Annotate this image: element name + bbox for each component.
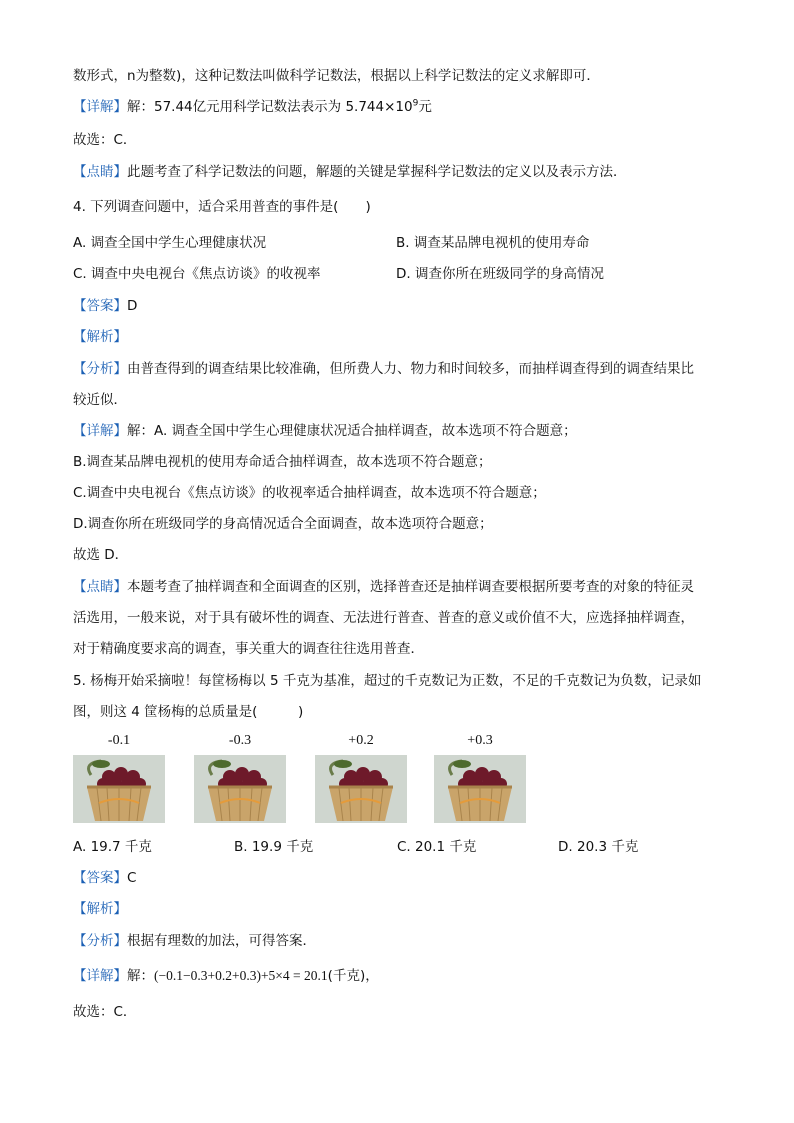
q4-detail-d: D.调查你所在班级同学的身高情况适合全面调查，故本选项符合题意；	[73, 516, 493, 532]
q5-formula: (−0.1−0.3+0.2+0.3)+5×4 = 20.1	[154, 968, 328, 983]
basket-1	[73, 733, 165, 823]
basket-label: +0.2	[348, 733, 374, 748]
basket-4	[434, 733, 526, 823]
choose-line: 故选：C．	[73, 132, 137, 148]
q5-option-d: D. 20.3 千克	[558, 839, 639, 855]
basket-label: -0.3	[228, 733, 252, 748]
question-5-stem-1: 5. 杨梅开始采摘啦！每筐杨梅以 5 千克为基准，超过的千克数记为正数，不足的千克数记为负数，记录如	[73, 673, 702, 689]
basket-image	[73, 755, 165, 823]
q5-analysis-tag: 【解析】	[73, 901, 127, 917]
q4-dianjing-2: 活选用，一般来说，对于具有破坏性的调查、无法进行普查、普查的意义或价值不大，应选择抽样调查，	[73, 610, 694, 626]
detail-line: 【详解】解：57.44亿元用科学记数法表示为 $5.744\times 10^9$元	[73, 98, 432, 115]
q5-detail: 【详解】解：(−0.1−0.3+0.2+0.3)+5×4 = 20.1(千克)，	[73, 968, 379, 984]
basket-label: -0.1	[107, 733, 131, 748]
q5-option-c: C. 20.1 千克	[397, 839, 477, 855]
q4-fenxi: 【分析】由普查得到的调查结果比较准确，但所费人力、物力和时间较多，而抽样调查得到的调查结果比	[73, 361, 694, 377]
q4-choose: 故选 D．	[73, 547, 129, 563]
q4-answer: 【答案】D	[73, 298, 138, 314]
q4-dianjing-1: 【点睛】本题考查了抽样调查和全面调查的区别，选择普查还是抽样调查要根据所要考查的对象的特征灵	[73, 579, 694, 595]
text-line: 数形式，n为整数)，这种记数法叫做科学记数法，根据以上科学记数法的定义求解即可．	[73, 68, 600, 84]
q5-option-b: B. 19.9 千克	[234, 839, 314, 855]
basket-2	[194, 733, 286, 823]
q4-option-b: B. 调查某品牌电视机的使用寿命	[396, 235, 590, 251]
q4-detail-b: B.调查某品牌电视机的使用寿命适合抽样调查，故本选项不符合题意；	[73, 454, 492, 470]
q4-option-c: C. 调查中央电视台《焦点访谈》的收视率	[73, 266, 321, 282]
detail-tag: 【详解】	[73, 99, 127, 115]
basket-image	[315, 755, 407, 823]
q4-dianjing-3: 对于精确度要求高的调查，事关重大的调查往往选用普查．	[73, 641, 424, 657]
q5-choose: 故选：C．	[73, 1004, 137, 1020]
question-4-stem: 4. 下列调查问题中，适合采用普查的事件是( )	[73, 199, 371, 215]
q4-analysis-tag: 【解析】	[73, 329, 127, 345]
q5-fenxi: 【分析】根据有理数的加法，可得答案．	[73, 933, 316, 949]
q5-answer: 【答案】C	[73, 870, 137, 886]
dianjing-line: 【点睛】此题考查了科学记数法的问题，解题的关键是掌握科学记数法的定义以及表示方法．	[73, 164, 627, 180]
basket-image	[194, 755, 286, 823]
dianjing-tag: 【点睛】	[73, 164, 127, 180]
q4-detail-c: C.调查中央电视台《焦点访谈》的收视率适合抽样调查，故本选项不符合题意；	[73, 485, 546, 501]
basket-3	[315, 733, 407, 823]
basket-image	[434, 755, 526, 823]
q4-option-a: A. 调查全国中学生心理健康状况	[73, 235, 267, 251]
q5-option-a: A. 19.7 千克	[73, 839, 152, 855]
question-5-stem-2: 图，则这 4 筐杨梅的总质量是( )	[73, 704, 304, 720]
basket-label: +0.3	[467, 733, 493, 748]
q4-detail-a: 【详解】解：A. 调查全国中学生心理健康状况适合抽样调查，故本选项不符合题意；	[73, 423, 577, 439]
q4-fenxi-cont: 较近似．	[73, 392, 127, 408]
q4-option-d: D. 调查你所在班级同学的身高情况	[396, 266, 604, 282]
